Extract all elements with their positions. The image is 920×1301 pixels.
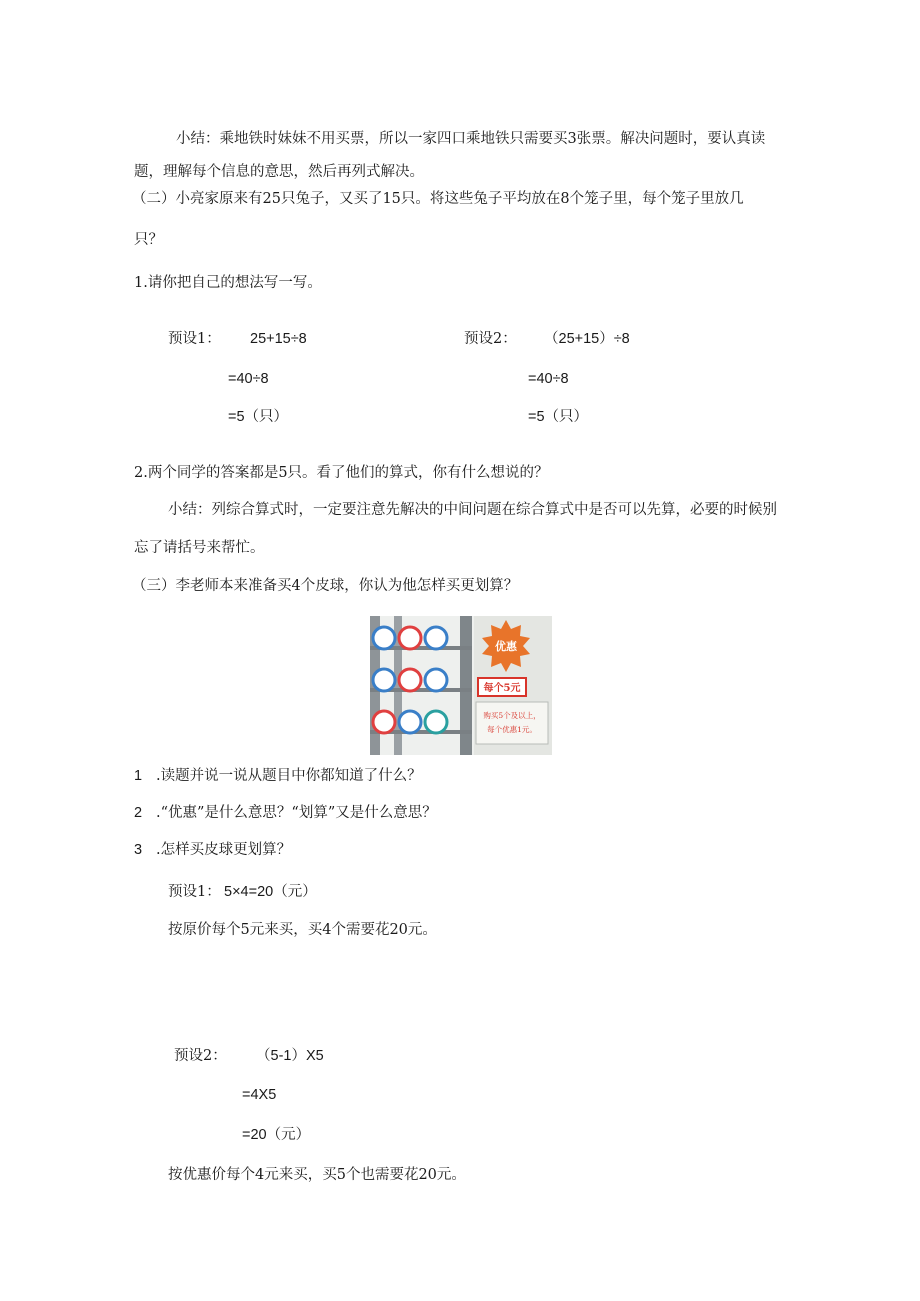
problem-3-preset-2-step-3: =20（元） [242,1127,311,1143]
ball [399,711,421,733]
ball [373,711,395,733]
problem-2-question-1: 1.请你把自己的想法写一写。 [134,275,322,291]
problem-3-question-2-number: 2 [134,805,143,821]
problem-3-preset-2-step-2: =4X5 [242,1087,277,1103]
ball [399,669,421,691]
price-tag-text: 每个5元 [483,683,521,694]
problem-3-title: （三）李老师本来准备买4个皮球，你认为他怎样买更划算？ [132,578,519,594]
problem-2-line-1: （二）小亮家原来有25只兔子，又买了15只。将这些兔子平均放在8个笼子里，每个笼子里放几 [132,191,744,207]
discount-badge-text: 优惠 [495,640,517,653]
problem-3-question-2: .“优惠”是什么意思？“划算”又是什么意思？ [156,805,437,821]
problem-3-question-1: .读题并说一说从题目中你都知道了什么？ [156,768,422,784]
problem-2-preset-1-label: 预设1： [168,331,221,347]
problem-2-summary-line-2: 忘了请括号来帮忙。 [134,540,265,556]
problem-2-preset-1-step-1: 25+15÷8 [250,331,307,347]
problem-3-preset-1-explanation: 按原价每个5元来买，买4个需要花20元。 [168,922,437,938]
ball [373,627,395,649]
rack-post-right [460,616,472,755]
ball [425,627,447,649]
problem-3-preset-2-label: 预设2： [174,1048,227,1064]
offer-note-line-1: 购买5个及以上， [483,711,541,720]
ball-shelf-figure [370,616,552,755]
ball [425,711,447,733]
ball [425,669,447,691]
ball-row-2 [373,669,447,691]
problem-2-preset-2-step-2: =40÷8 [528,371,569,387]
ball-row-1 [373,627,447,649]
problem-3-question-3: .怎样买皮球更划算？ [156,842,292,858]
problem-3-question-1-number: 1 [134,768,143,784]
summary-1-line-2: 题，理解每个信息的意思，然后再列式解决。 [134,164,424,180]
problem-3-preset-1-label: 预设1： [168,884,221,900]
problem-2-preset-1-step-3: =5（只） [228,409,289,425]
offer-note-line-2: 每个优惠1元。 [487,725,537,734]
problem-2-preset-2-step-1: （25+15）÷8 [544,331,630,347]
problem-2-preset-2-label: 预设2： [464,331,517,347]
ball [373,669,395,691]
problem-3-preset-2-step-1: （5-1）X5 [256,1048,324,1064]
offer-note [476,702,548,744]
problem-3-preset-2-explanation: 按优惠价每个4元来买，买5个也需要花20元。 [168,1167,466,1183]
problem-2-preset-2-step-3: =5（只） [528,409,589,425]
problem-2-summary-line-1: 小结：列综合算式时，一定要注意先解决的中间问题在综合算式中是否可以先算，必要的时候别 [168,502,777,518]
ball-row-3 [373,711,447,733]
problem-3-question-3-number: 3 [134,842,143,858]
ball [399,627,421,649]
problem-3-preset-1-expression: 5×4=20（元） [224,884,317,900]
summary-1-line-1: 小结：乘地铁时妹妹不用买票，所以一家四口乘地铁只需要买3张票。解决问题时，要认真读 [176,131,766,147]
problem-2-preset-1-step-2: =40÷8 [228,371,269,387]
problem-2-question-2: 2.两个同学的答案都是5只。看了他们的算式，你有什么想说的？ [134,465,549,481]
problem-2-line-2: 只？ [134,232,163,248]
